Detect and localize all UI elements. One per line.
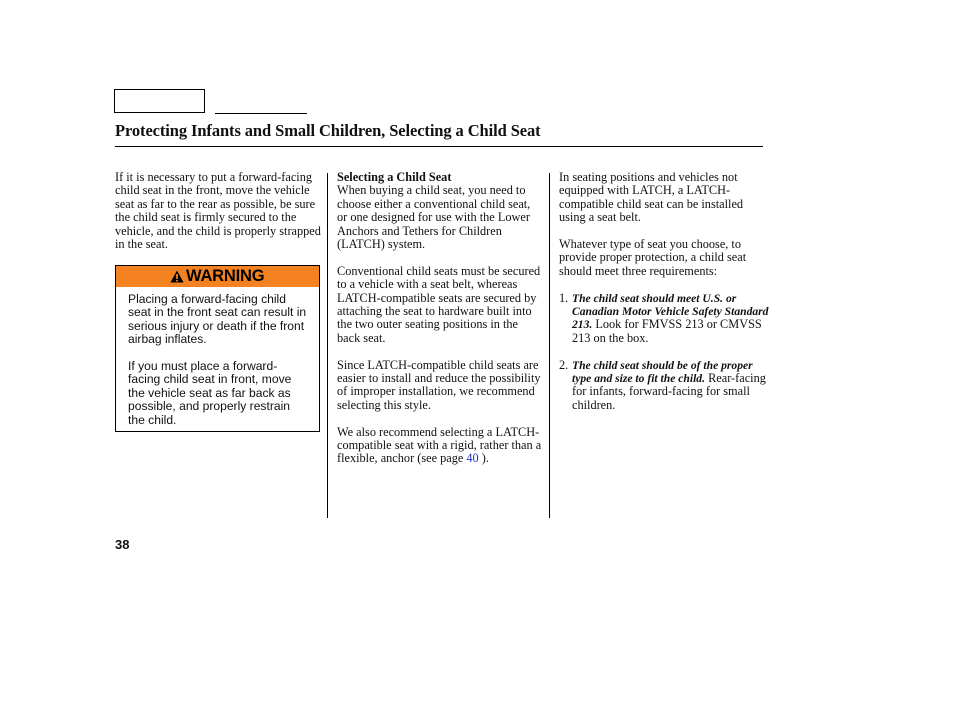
requirement-emphasis: The child seat should be of the proper type and size to fit the child. <box>572 358 753 386</box>
page-number: 38 <box>115 537 130 552</box>
paragraph: In seating positions and vehicles not equipped with LATCH, a LATCH-compatible child seat can be installed using a seat belt. <box>559 170 744 225</box>
list-item <box>559 292 769 346</box>
nav-box[interactable] <box>114 89 205 113</box>
list-item <box>559 359 769 413</box>
paragraph: Since LATCH-compatible child seats are easier to install and reduce the possibility of improper installation, we recommend selecting this style. <box>337 357 541 412</box>
column-1 <box>115 171 321 251</box>
requirement-text: Rear-facing for infants, forward-facing for small children. <box>572 371 766 412</box>
warning-box <box>115 265 320 432</box>
warning-header <box>116 266 319 287</box>
requirement-emphasis: The child seat should meet U.S. or Canadian Motor Vehicle Safety Standard 213. <box>572 291 769 332</box>
column-divider <box>327 173 328 518</box>
section-subheading: Selecting a Child Seat <box>337 170 452 184</box>
page-title: Protecting Infants and Small Children, Selecting a Child Seat <box>115 121 541 140</box>
paragraph: Conventional child seats must be secured to a vehicle with a seat belt, whereas LATCH-compatible seats are secured by attaching the seat to hardware built into the two outer seating positions in the back seat. <box>337 263 541 345</box>
page-link[interactable]: 40 <box>466 451 479 466</box>
paragraph-text: ). <box>478 451 489 466</box>
warning-body <box>116 287 319 427</box>
column-3 <box>559 171 769 412</box>
warning-paragraph: Placing a forward-facing child seat in the front seat can result in serious injury or death if the front airbag inflates. <box>128 292 307 347</box>
paragraph: When buying a child seat, you need to choose either a conventional child seat, or one designed for use with the Lower Anchors and Tethers for Children (LATCH) system. <box>337 183 531 252</box>
column-2 <box>337 171 543 466</box>
intro-paragraph: If it is necessary to put a forward-facing child seat in the front, move the vehicle seat as far to the rear as possible, be sure the child seat is firmly secured to the vehicle, and the child is properly strapped in the seat. <box>115 170 321 252</box>
list-number: 1. <box>559 290 569 305</box>
requirements-list <box>559 292 769 413</box>
warning-label: WARNING <box>186 267 265 285</box>
requirement-text: Look for FMVSS 213 or CMVSS 213 on the box. <box>572 317 762 345</box>
column-divider <box>549 173 550 518</box>
title-rule <box>115 146 763 147</box>
paragraph: Whatever type of seat you choose, to provide proper protection, a child seat should meet three requirements: <box>559 237 747 278</box>
list-number: 2. <box>559 357 569 372</box>
nav-underline <box>215 113 307 114</box>
paragraph-text: We also recommend selecting a LATCH-compatible seat with a rigid, rather than a flexible, anchor (see page <box>337 424 542 466</box>
warning-triangle-icon <box>170 270 184 283</box>
paragraph <box>337 426 543 466</box>
warning-paragraph: If you must place a forward-facing child seat in front, move the vehicle seat as far back as possible, and properly restrain the child. <box>128 359 292 427</box>
